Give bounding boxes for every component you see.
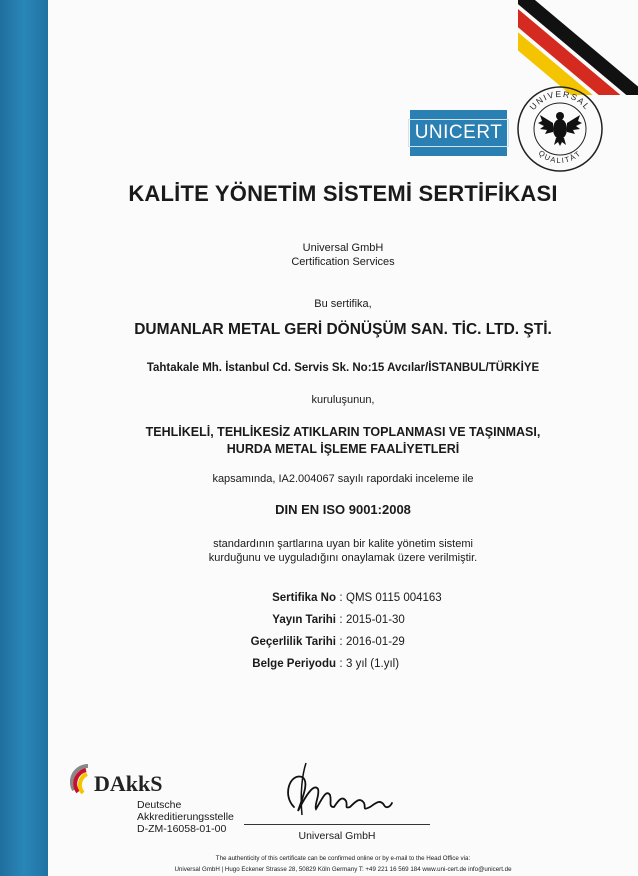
detail-separator: : bbox=[339, 592, 343, 604]
detail-value: 3 yıl (1.yıl) bbox=[346, 658, 400, 670]
detail-separator: : bbox=[339, 614, 343, 626]
signature-line bbox=[244, 824, 430, 825]
svg-text:UNIVERSAL bbox=[528, 89, 593, 112]
company-name: DUMANLAR METAL GERİ DÖNÜŞÜM SAN. TİC. LTD. ŞTİ. bbox=[134, 321, 552, 338]
certificate-title: KALİTE YÖNETİM SİSTEMİ SERTİFİKASI bbox=[128, 181, 558, 206]
detail-separator: : bbox=[339, 636, 343, 648]
seal-bottom-text: QUALITÄT bbox=[536, 148, 584, 166]
detail-value: QMS 0115 004163 bbox=[346, 592, 442, 604]
activity-line-1: TEHLİKELİ, TEHLİKESİZ ATIKLARIN TOPLANMASI VE TAŞINMASI, bbox=[145, 425, 541, 439]
accreditation-line-2: Akkreditierungsstelle bbox=[137, 810, 234, 823]
detail-label: Belge Periyodu bbox=[252, 658, 336, 670]
unicert-logo bbox=[410, 110, 507, 156]
scope-text: kapsamında, IA2.004067 sayılı rapordaki inceleme ile bbox=[212, 473, 474, 485]
detail-row-validity-date bbox=[200, 631, 500, 653]
detail-value: 2016-01-29 bbox=[346, 636, 405, 648]
standard-name: DIN EN ISO 9001:2008 bbox=[275, 502, 411, 517]
organization-suffix: kuruluşunun, bbox=[311, 394, 375, 406]
statement-line-1: standardının şartlarına uyan bir kalite yönetim sistemi bbox=[213, 538, 473, 550]
detail-label: Yayın Tarihi bbox=[272, 614, 336, 626]
intro-text: Bu sertifika, bbox=[314, 298, 372, 310]
unicert-logo-text: UNICERT bbox=[408, 119, 510, 147]
dakks-swoosh-icon bbox=[72, 766, 88, 793]
eagle-icon bbox=[538, 112, 582, 146]
activity-line-2: HURDA METAL İŞLEME FAALİYETLERİ bbox=[226, 442, 460, 456]
detail-label: Geçerlilik Tarihi bbox=[250, 636, 336, 648]
issuer-name: Universal GmbH bbox=[302, 242, 384, 254]
company-address: Tahtakale Mh. İstanbul Cd. Servis Sk. No:15 Avcılar/İSTANBUL/TÜRKİYE bbox=[146, 362, 540, 374]
dakks-logo bbox=[70, 760, 180, 800]
detail-value: 2015-01-30 bbox=[346, 614, 405, 626]
svg-text:QUALITÄT bbox=[537, 148, 583, 165]
dakks-logo-text: DAkkS bbox=[94, 771, 163, 796]
statement-line-2: kurduğunu ve uyguladığını onaylamak üzere verilmiştir. bbox=[208, 552, 478, 564]
seal-top-text: UNIVERSAL bbox=[527, 88, 593, 113]
handwritten-signature bbox=[280, 755, 400, 825]
left-blue-band bbox=[0, 0, 48, 876]
accreditation-code: D-ZM-16058-01-00 bbox=[137, 823, 227, 835]
footer-authenticity-note: The authenticity of this certificate can be confirmed online or by e-mail to the Head Office via: bbox=[215, 855, 471, 862]
signature-label: Universal GmbH bbox=[298, 830, 376, 842]
footer-contact: Universal GmbH | Hugo Eckener Strasse 28, 50829 Köln Germany T: +49 221 16 569 184 www.uni-cert.de info@unicert.de bbox=[174, 866, 512, 873]
activity-scope bbox=[48, 424, 638, 458]
detail-separator: : bbox=[339, 658, 343, 670]
detail-row-period bbox=[200, 653, 500, 675]
certificate-details bbox=[200, 587, 500, 675]
accreditation-line-1: Deutsche bbox=[137, 799, 182, 811]
universal-qualitat-seal-icon bbox=[516, 85, 604, 173]
accreditation-body bbox=[137, 800, 234, 823]
statement-text bbox=[48, 537, 638, 565]
detail-row-issue-date bbox=[200, 609, 500, 631]
detail-label: Sertifika No bbox=[272, 592, 336, 604]
issuer-division: Certification Services bbox=[291, 256, 395, 268]
german-flag-corner bbox=[518, 0, 638, 95]
detail-row-certificate-no bbox=[200, 587, 500, 609]
